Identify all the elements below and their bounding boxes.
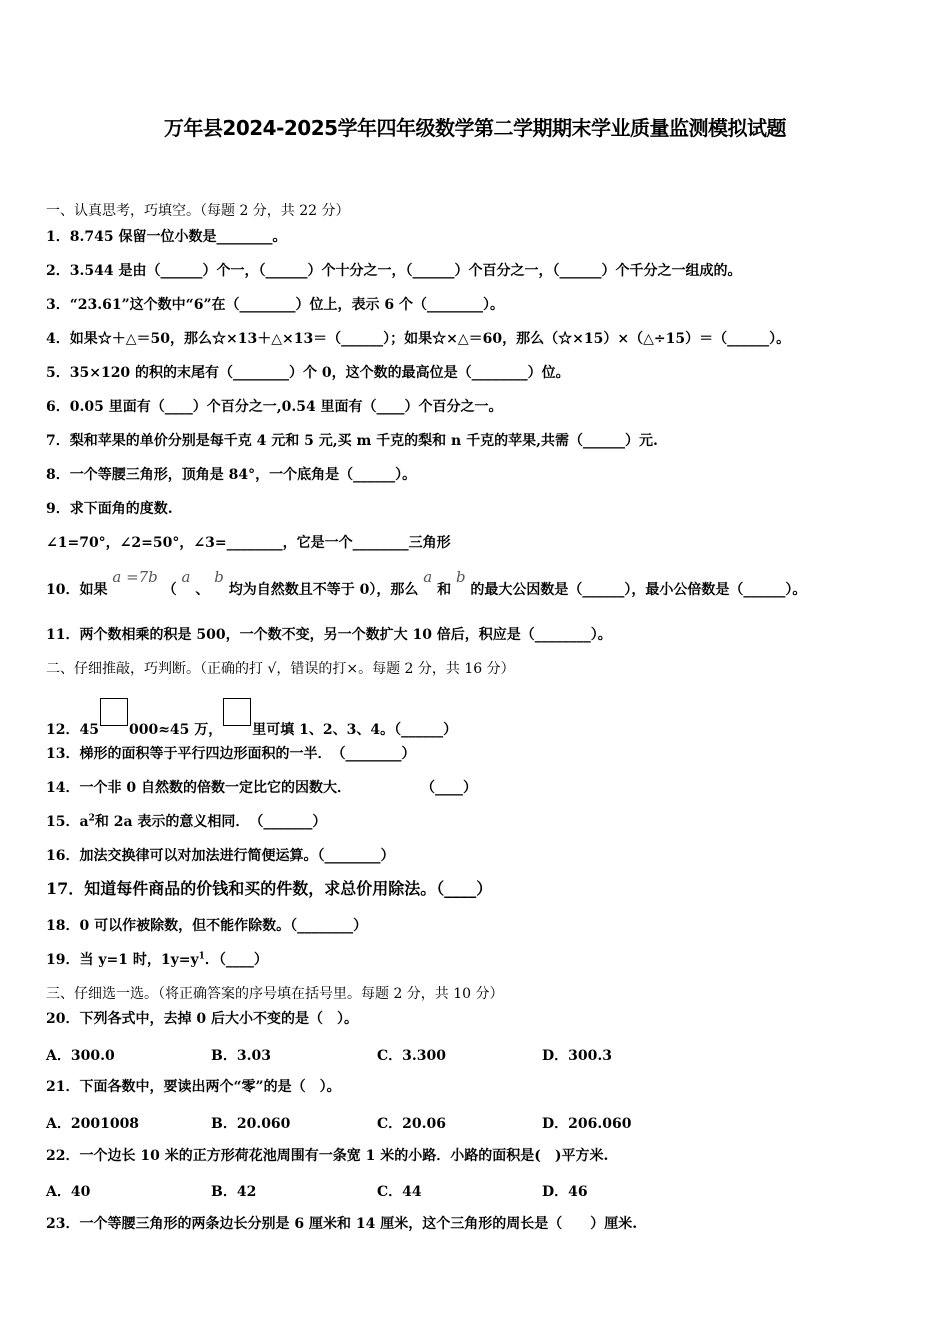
q21-option-d: D．206.060 <box>542 1116 632 1132</box>
question-22: 22．一个边长 10 米的正方形荷花池周围有一条宽 1 米的小路．小路的面积是( )平方米. <box>46 1148 609 1164</box>
question-5: 5．35×120 的积的末尾有（________）个 0，这个数的最高位是（________）位。 <box>46 365 570 381</box>
question-10 <box>46 568 807 599</box>
q10-var-b-2: b <box>455 568 466 586</box>
question-23: 23．一个等腰三角形的两条边长分别是 6 厘米和 14 厘米，这个三角形的周长是（ ）厘米. <box>46 1216 638 1232</box>
question-16: 16．加法交换律可以对加法进行简便运算。（________） <box>46 848 395 864</box>
question-1: 1．8.745 保留一位小数是________。 <box>46 229 287 245</box>
q15-exponent: 2 <box>88 813 95 824</box>
section-1-heading: 一、认真思考，巧填空。（每题 2 分，共 22 分） <box>46 203 350 219</box>
q10-condition: 均为自然数且不等于 0），那么 <box>228 582 419 598</box>
q10-and: 和 <box>437 582 452 598</box>
q20-option-a: A．300.0 <box>46 1048 115 1064</box>
blank-box <box>223 698 251 726</box>
question-9-angles: ∠1=70°，∠2=50°，∠3=________，它是一个________三角形 <box>46 535 451 551</box>
q19-prefix: 19．当 y=1 时，1y=y <box>46 952 199 968</box>
question-9: 9．求下面角的度数. <box>46 501 173 517</box>
q12-middle: 000≈45 万， <box>128 722 223 738</box>
blank-box <box>100 698 128 726</box>
q10-var-a: a <box>181 568 191 586</box>
q19-exponent: 1 <box>198 951 205 962</box>
q22-option-b: B．42 <box>211 1184 257 1200</box>
q20-option-b: B．3.03 <box>211 1048 271 1064</box>
question-15 <box>46 813 326 831</box>
q10-ask: 的最大公因数是（______），最小公倍数是（______）。 <box>470 582 807 598</box>
q10-sep: 、 <box>195 582 210 598</box>
q22-option-d: D．46 <box>542 1184 588 1200</box>
question-8: 8．一个等腰三角形，顶角是 84°，一个底角是（______）。 <box>46 467 417 483</box>
q10-paren: （ <box>162 582 177 598</box>
section-3-heading: 三、仔细选一选。（将正确答案的序号填在括号里。每题 2 分，共 10 分） <box>46 986 504 1002</box>
question-12 <box>46 698 457 739</box>
question-11: 11．两个数相乘的积是 500，一个数不变，另一个数扩大 10 倍后，积应是（________）。 <box>46 627 612 643</box>
q22-option-c: C．44 <box>377 1184 422 1200</box>
q10-var-a-2: a <box>423 568 433 586</box>
question-18: 18．0 可以作被除数，但不能作除数。（________） <box>46 918 368 934</box>
question-2: 2．3.544 是由（______）个一，（______）个十分之一，（______）个百分之一，（______）个千分之一组成的。 <box>46 263 742 279</box>
q10-var-b: b <box>214 568 224 586</box>
q21-option-a: A．2001008 <box>46 1116 140 1132</box>
question-21: 21．下面各数中，要读出两个“零”的是（ ）。 <box>46 1079 341 1095</box>
q20-option-c: C．3.300 <box>377 1048 446 1064</box>
question-20: 20．下列各式中，去掉 0 后大小不变的是（ ）。 <box>46 1011 358 1027</box>
q12-suffix: 里可填 1、2、3、4。（______） <box>252 722 458 738</box>
q22-option-a: A．40 <box>46 1184 91 1200</box>
q21-option-b: B．20.060 <box>211 1116 291 1132</box>
q15-suffix: 和 2a 表示的意义相同． （_______） <box>94 814 327 830</box>
section-2-heading: 二、仔细推敲，巧判断。（正确的打 √，错误的打×。每题 2 分，共 16 分） <box>46 661 515 677</box>
q10-prefix: 10．如果 <box>46 582 108 598</box>
question-19 <box>46 951 268 969</box>
question-3: 3．“23.61”这个数中“6”在（________）位上，表示 6 个（________）。 <box>46 297 505 313</box>
question-13: 13．梯形的面积等于平行四边形面积的一半． （________） <box>46 746 416 762</box>
q15-prefix: 15．a <box>46 814 89 830</box>
q20-option-d: D．300.3 <box>542 1048 612 1064</box>
question-14: 14．一个非 0 自然数的倍数一定比它的因数大． （____） <box>46 780 477 796</box>
q12-prefix: 12．45 <box>46 722 99 738</box>
q19-suffix: ．（____） <box>204 952 268 968</box>
question-6: 6．0.05 里面有（____）个百分之一,0.54 里面有（____）个百分之一。 <box>46 399 503 415</box>
question-17: 17．知道每件商品的价钱和买的件数，求总价用除法。（____） <box>46 879 493 898</box>
q21-option-c: C．20.06 <box>377 1116 446 1132</box>
page-title: 万年县2024-2025学年四年级数学第二学期期末学业质量监测模拟试题 <box>163 116 787 140</box>
question-7: 7．梨和苹果的单价分别是每千克 4 元和 5 元,买 m 千克的梨和 n 千克的苹果,共需（______）元. <box>46 433 658 449</box>
q10-equation: a =7b <box>112 568 158 586</box>
question-4: 4．如果☆＋△＝50，那么☆×13＋△×13＝（______）；如果☆×△＝60，那么（☆×15）×（△÷15）＝（______）。 <box>46 331 791 347</box>
